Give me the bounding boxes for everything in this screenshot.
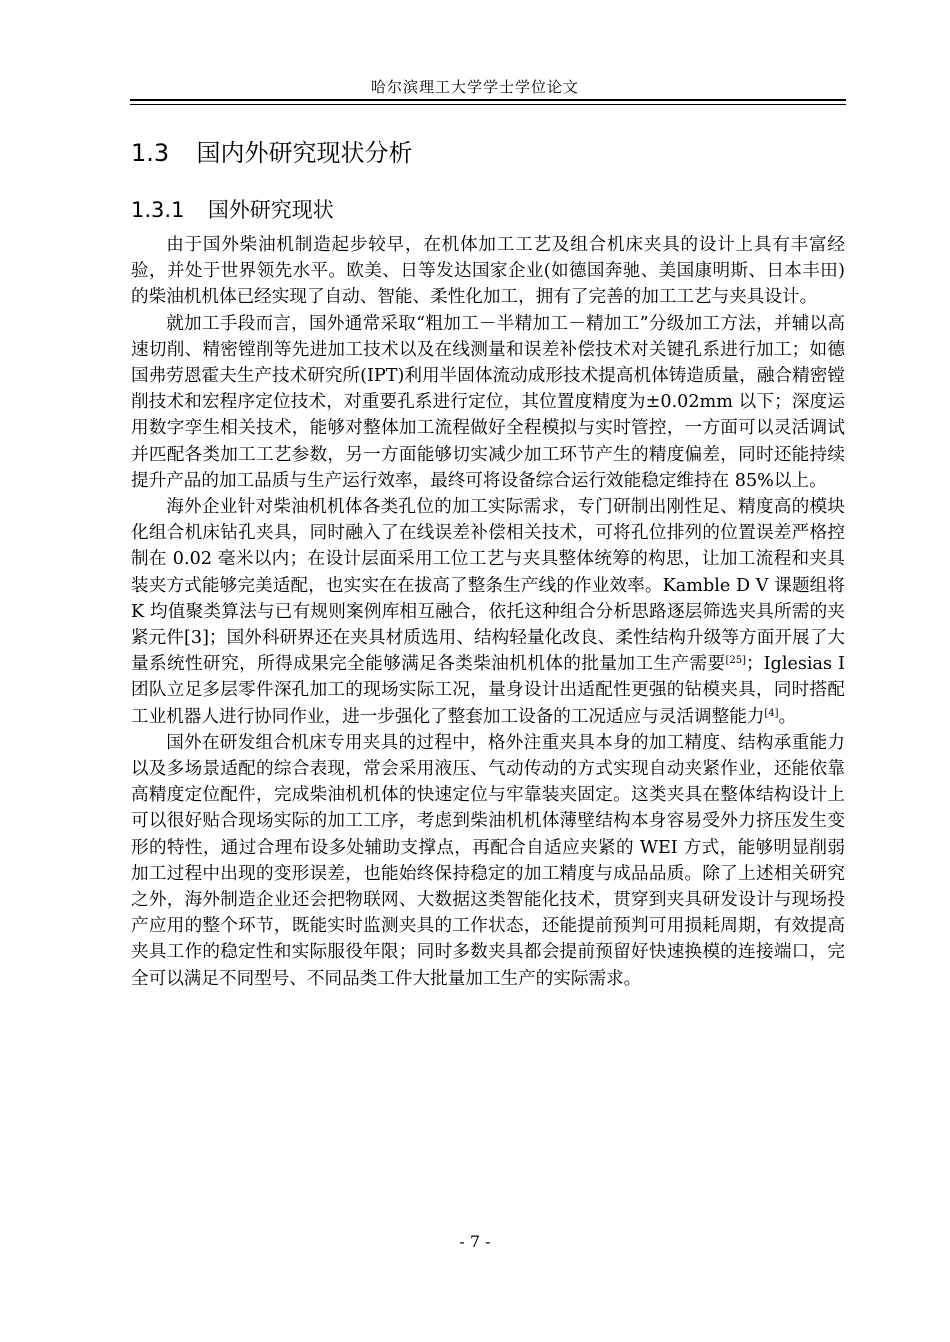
- subsection-number: 1.3.1: [131, 198, 185, 222]
- body-text: [131, 232, 845, 992]
- paragraph-1: 由于国外柴油机制造起步较早，在机体加工工艺及组合机床夹具的设计上具有丰富经验，并处于世界领先水平。欧美、日等发达国家企业(如德国奔驰、美国康明斯、日本丰田) 的柴油机机体已经实现了自动、智能、柔性化加工，拥有了完善的加工工艺与夹具设计。: [131, 235, 845, 308]
- section-number: 1.3: [131, 139, 170, 167]
- paragraph-3: [131, 494, 845, 730]
- citation-25: [25]: [725, 655, 747, 667]
- paragraph-3-part-3: 。: [778, 706, 797, 727]
- running-header: 哈尔滨理工大学学士学位论文: [370, 78, 579, 96]
- paragraph-3-part-2: ；Iglesias I 团队立足多层零件深孔加工的现场实际工况，量身设计出适配性更强的钻模夹具，同时搭配工业机器人进行协同作业，进一步强化了整套加工设备的工况适应与灵活调整能力: [131, 654, 845, 727]
- paragraph-4: 国外在研发组合机床专用夹具的过程中，格外注重夹具本身的加工精度、结构承重能力以及多场景适配的综合表现，常会采用液压、气动传动的方式实现自动夹紧作业，还能依靠高精度定位配件，完成柴油机机体的快速定位与牢靠装夹固定。这类夹具在整体结构设计上可以很好贴合现场实际的加工工序，考虑到柴油机机体薄壁结构本身容易受外力挤压发生变形的特性，通过合理布设多处辅助支撑点，再配合自适应夹紧的 WEI 方式，能够明显削弱加工过程中出现的变形误差，也能始终保持稳定的加工精度与成品品质。除了上述相关研究之外，海外制造企业还会把物联网、大数据这类智能化技术，贯穿到夹具研发设计与现场投产应用的整个环节，既能实时监测夹具的工作状态，还能提前预判可用损耗周期，有效提高夹具工作的稳定性和实际服役年限；同时多数夹具都会提前预留好快速换模的连接端口，完全可以满足不同型号、不同品类工件大批量加工生产的实际需求。: [131, 732, 845, 989]
- header-rule-thick: [130, 99, 846, 101]
- header-rule-thin: [130, 104, 846, 105]
- citation-4: [4]: [764, 707, 779, 719]
- subsection-title: 国外研究现状: [207, 198, 334, 222]
- section-heading: [131, 133, 412, 168]
- paragraph-3-part-1: 海外企业针对柴油机机体各类孔位的加工实际需求，专门研制出刚性足、精度高的模块化组合机床钻孔夹具，同时融入了在线误差补偿相关技术，可将孔位排列的位置误差严格控制在 0.02 毫米以内；在设计层面采用工位工艺与夹具整体统筹的构思，让加工流程和夹具装夹方式能够完美适配，也实实在在拔高了整条生产线的作业效率。Kamble D V 课题组将 K 均值聚类算法与已有规则案例库相互融合，依托这种组合分析思路逐层筛选夹具所需的夹紧元件[3]；国外科研界还在夹具材质选用、结构轻量化改良、柔性结构升级等方面开展了大量系统性研究，所得成果完全能够满足各类柴油机机体的批量加工生产需要: [131, 497, 845, 675]
- page-number: - 7 -: [459, 1232, 491, 1251]
- section-title: 国内外研究现状分析: [196, 139, 413, 167]
- paragraph-2: 就加工手段而言，国外通常采取“粗加工－半精加工－精加工”分级加工方法，并辅以高速切削、精密镗削等先进加工技术以及在线测量和误差补偿技术对关键孔系进行加工；如德国弗劳恩霍夫生产技术研究所(IPT)利用半固体流动成形技术提高机体铸造质量，融合精密镗削技术和宏程序定位技术，对重要孔系进行定位，其位置度精度为±0.02mm 以下；深度运用数字孪生相关技术，能够对整体加工流程做好全程模拟与实时管控，一方面可以灵活调试并匹配各类加工工艺参数，另一方面能够切实减少加工环节产生的精度偏差，同时还能持续提升产品的加工品质与生产运行效率，最终可将设备综合运行效能稳定维持在 85%以上。: [131, 313, 845, 491]
- subsection-heading: [131, 194, 334, 224]
